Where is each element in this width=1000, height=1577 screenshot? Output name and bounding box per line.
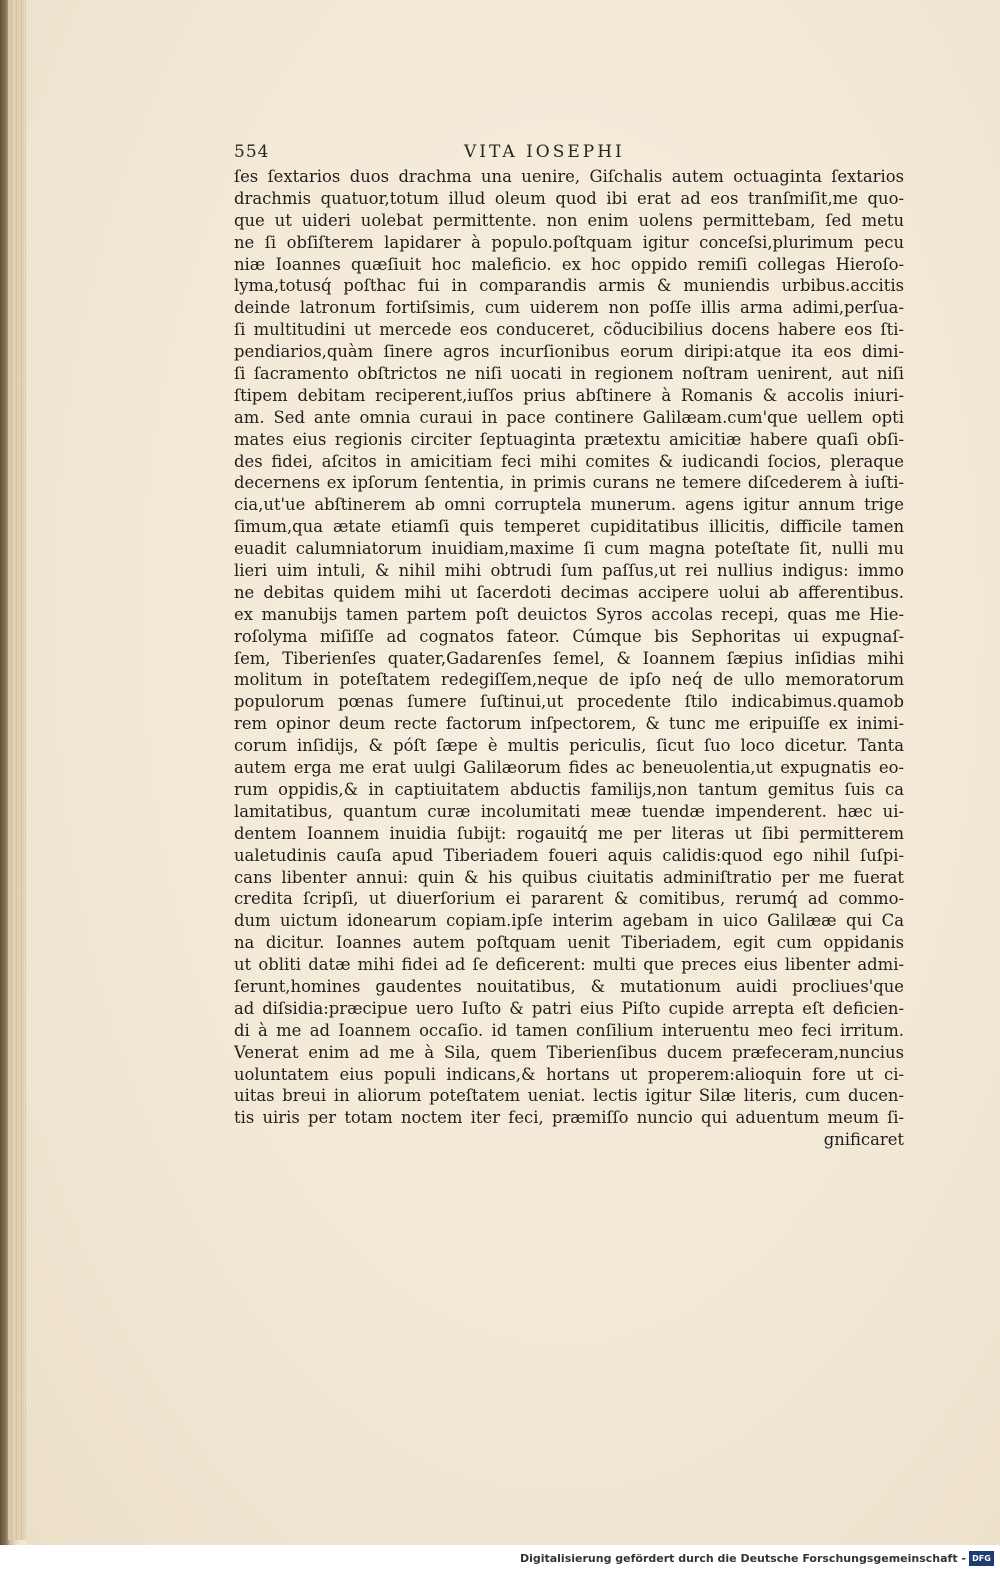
- text-line: dum uictum idonearum copiam.ipſe interim agebam in uico Galilææ qui Ca: [234, 911, 904, 931]
- text-line: na dicitur. Ioannes autem poſtquam uenit Tiberiadem, egit cum oppidanis: [234, 933, 904, 953]
- text-line: lyma,totusq́ poſthac fui in comparandis armis & muniendis urbibus.accitis: [234, 276, 904, 296]
- folio-number: 554: [234, 142, 270, 162]
- text-line: cans libenter annui: quin & his quibus ciuitatis adminiſtratio per me fuerat: [234, 867, 904, 887]
- text-line: ex manubijs tamen partem poſt deuictos Syros accolas recepi, quas me Hie-: [234, 604, 904, 624]
- text-line: credita ſcripſi, ut diuerſorium ei pararent & comitibus, rerumq́ ad commo-: [234, 889, 904, 909]
- digitization-footer: [0, 1545, 1000, 1577]
- running-head: VITA IOSEPHI: [464, 142, 625, 162]
- text-line: lieri uim intuli, & nihil mihi obtrudi ſum paſſus,ut rei nullius indigus: immo: [234, 561, 904, 581]
- text-line: ualetudinis cauſa apud Tiberiadem foueri aquis calidis:quod ego nihil ſuſpi-: [234, 845, 904, 865]
- text-line: ſi multitudini ut mercede eos conduceret, cõducibilius docens habere eos ſti-: [234, 320, 904, 340]
- text-line: dentem Ioannem inuidia ſubijt: rogauitq́ me per literas ut ſibi permitterem: [234, 823, 904, 843]
- text-line: molitum in poteſtatem redegiſſem,neque de ipſo neq́ de ullo memoratorum: [234, 670, 904, 690]
- text-line: roſolyma miſiſſe ad cognatos fateor. Cúmque bis Sephoritas ui expugnaſ-: [234, 626, 904, 646]
- text-line: ſi ſacramento obſtrictos ne niſi uocati in regionem noſtram uenirent, aut niſi: [234, 364, 904, 384]
- text-line: lamitatibus, quantum curæ incolumitati meæ tuendæ impenderent. hæc ui-: [234, 801, 904, 821]
- text-line: ne ſi obſiſterem lapidarer à populo.poſtquam igitur conceſsi,plurimum pecu: [234, 232, 904, 252]
- text-line: cia,ut'ue abſtinerem ab omni corruptela munerum. agens igitur annum trige: [234, 495, 904, 515]
- text-line: niæ Ioannes quæſiuit hoc maleficio. ex hoc oppido remiſi collegas Hieroſo-: [234, 254, 904, 274]
- text-line: decernens ex ipſorum ſententia, in primis curans ne temere diſcederem à iuſti-: [234, 473, 904, 493]
- text-line: deinde latronum fortiſsimis, cum uiderem non poſſe illis arma adimi,perſua-: [234, 298, 904, 318]
- text-line: ut obliti datæ mihi fidei ad ſe deficerent: multi que preces eius libenter admi-: [234, 955, 904, 975]
- text-line: rem opinor deum recte factorum inſpectorem, & tunc me eripuiſſe ex inimi-: [234, 714, 904, 734]
- text-line: uoluntatem eius populi indicans,& hortans ut properem:alioquin fore ut ci-: [234, 1064, 904, 1084]
- text-block: [234, 166, 904, 1151]
- catchword: gnificaret: [823, 1130, 904, 1150]
- text-line: corum inſidijs, & póſt ſæpe è multis periculis, ſicut ſuo loco dicetur. Tanta: [234, 736, 904, 756]
- text-line: autem erga me erat uulgi Galilæorum fides ac beneuolentia,ut expugnatis eo-: [234, 758, 904, 778]
- text-line: ſes ſextarios duos drachma una uenire, Giſchalis autem octuaginta ſextarios: [234, 167, 904, 186]
- text-line: tis uiris per totam noctem iter feci, præmiſſo nuncio qui aduentum meum ſi-: [234, 1108, 904, 1128]
- text-line: di à me ad Ioannem occaſio. id tamen conſilium interuentu meo feci irritum.: [234, 1020, 904, 1040]
- funding-credit: Digitalisierung gefördert durch die Deutsche Forschungsgemeinschaft -: [519, 1552, 966, 1565]
- text-line: ſem, Tiberienſes quater,Gadarenſes ſemel, & Ioannem ſæpius inſidias mihi: [234, 648, 904, 668]
- text-line: ne debitas quidem mihi ut ſacerdoti decimas accipere uolui ab afferentibus.: [234, 582, 904, 602]
- text-line: drachmis quatuor,totum illud oleum quod ibi erat ad eos tranſmiſit,me quo-: [234, 188, 904, 208]
- page-header: [234, 142, 904, 166]
- text-line: que ut uideri uolebat permittente. non enim uolens permittebam, ſed metu: [234, 210, 904, 230]
- text-line: ſimum,qua ætate etiamſi quis temperet cupiditatibus illicitis, difficile tamen: [234, 517, 904, 537]
- text-line: uitas breui in aliorum poteſtatem ueniat. lectis igitur Silæ literis, cum ducen-: [234, 1086, 904, 1106]
- page-edges: [8, 0, 26, 1540]
- text-line: euadit calumniatorum inuidiam,maxime ſi cum magna poteſtate ſit, nulli mu: [234, 539, 904, 559]
- text-line: rum oppidis,& in captiuitatem abductis familijs,non tantum gemitus ſuis ca: [234, 779, 904, 799]
- text-line: am. Sed ante omnia curaui in pace continere Galilæam.cum'que uellem opti: [234, 407, 904, 427]
- text-line: populorum pœnas ſumere ſuſtinui,ut procedente ſtilo indicabimus.quamob: [234, 692, 904, 712]
- text-line: ad diſsidia:præcipue uero Iuſto & patri eius Piſto cupide arrepta eſt deficien-: [234, 998, 904, 1018]
- text-line: ſerunt,homines gaudentes nouitatibus, & mutationum auidi procliues'que: [234, 976, 904, 996]
- text-line: pendiarios,quàm ſinere agros incurſionibus eorum diripi:atque ita eos dimi-: [234, 342, 904, 362]
- text-line: Venerat enim ad me à Sila, quem Tiberienſibus ducem præfeceram,nuncius: [234, 1042, 904, 1062]
- text-line: ſtipem debitam reciperent,iuſſos prius abſtinere à Romanis & accolis iniuri-: [234, 385, 904, 405]
- text-line: mates eius regionis circiter ſeptuaginta prætextu amicitiæ habere quaſi obſi-: [234, 429, 904, 449]
- dfg-logo: DFG: [969, 1551, 994, 1566]
- text-line: des fidei, aſcitos in amicitiam feci mihi comites & iudicandi ſocios, pleraque: [234, 451, 904, 471]
